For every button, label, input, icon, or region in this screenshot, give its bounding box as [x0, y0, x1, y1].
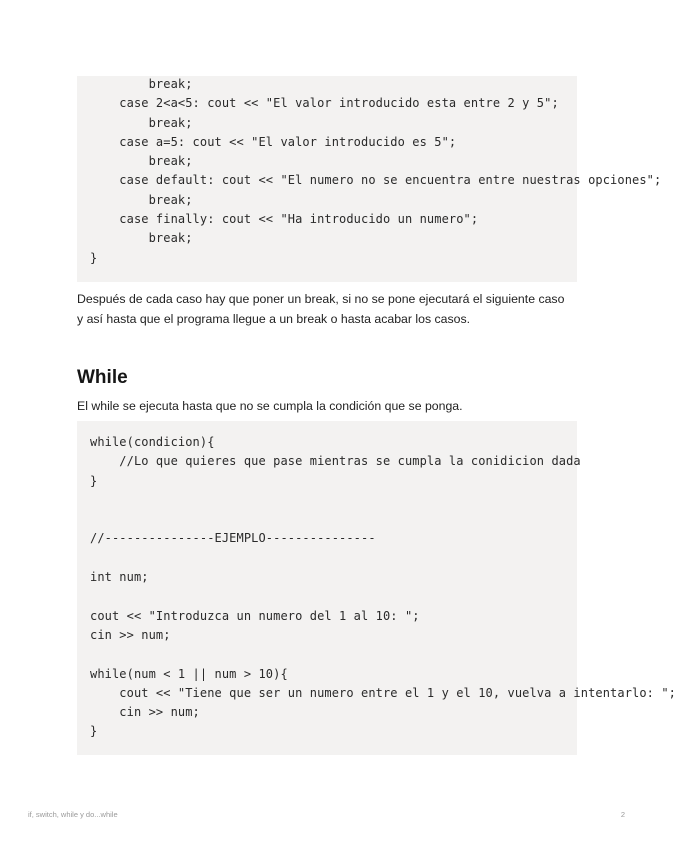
- code-line: cout << "Introduzca un numero del 1 al 10: ";: [90, 608, 420, 623]
- code-line: cin >> num;: [90, 627, 171, 642]
- code-line: case a=5: cout << "El valor introducido es 5";: [90, 134, 457, 149]
- code-line: [90, 510, 577, 529]
- code-line: cout << "Tiene que ser un numero entre el 1 y el 10, vuelva a intentarlo: ";: [90, 685, 676, 700]
- code-line: //Lo que quieres que pase mientras se cumpla la conidicion dada: [90, 454, 581, 469]
- code-line: //---------------EJEMPLO---------------: [90, 531, 376, 546]
- while-heading: While: [77, 367, 128, 388]
- page-number: 2: [620, 810, 625, 819]
- code-line: [90, 491, 577, 510]
- code-line: while(num < 1 || num > 10){: [90, 666, 288, 681]
- code-line: break;: [90, 154, 193, 169]
- code-line: }: [90, 724, 98, 739]
- code-line: break;: [90, 231, 193, 246]
- code-line: while(condicion){: [90, 435, 215, 449]
- code-line: break;: [90, 77, 193, 91]
- code-line: break;: [90, 115, 193, 130]
- code-line: int num;: [90, 570, 149, 585]
- footer-title: if, switch, while y do...while: [28, 810, 118, 819]
- switch-code-block: [77, 76, 662, 282]
- while-code-lines: [90, 433, 676, 742]
- paragraph-after-switch: Después de cada caso hay que poner un break, si no se pone ejecutará el siguiente caso y así hasta que el programa llegue a un break o hasta acabar los casos.: [77, 292, 565, 326]
- code-line: cin >> num;: [90, 705, 200, 720]
- code-line: }: [90, 473, 98, 488]
- code-line: case 2<a<5: cout << "El valor introducido esta entre 2 y 5";: [90, 96, 559, 111]
- code-line: [90, 587, 577, 606]
- code-line: case finally: cout << "Ha introducido un numero";: [90, 212, 479, 227]
- switch-code-lines: [90, 75, 662, 268]
- while-code-block: [77, 421, 676, 755]
- code-line: case default: cout << "El numero no se encuentra entre nuestras opciones";: [90, 173, 662, 188]
- code-line: [90, 549, 577, 568]
- code-line: [90, 645, 577, 664]
- code-line: }: [90, 250, 98, 265]
- code-line: break;: [90, 192, 193, 207]
- while-description: El while se ejecuta hasta que no se cumpla la condición que se ponga.: [77, 399, 463, 413]
